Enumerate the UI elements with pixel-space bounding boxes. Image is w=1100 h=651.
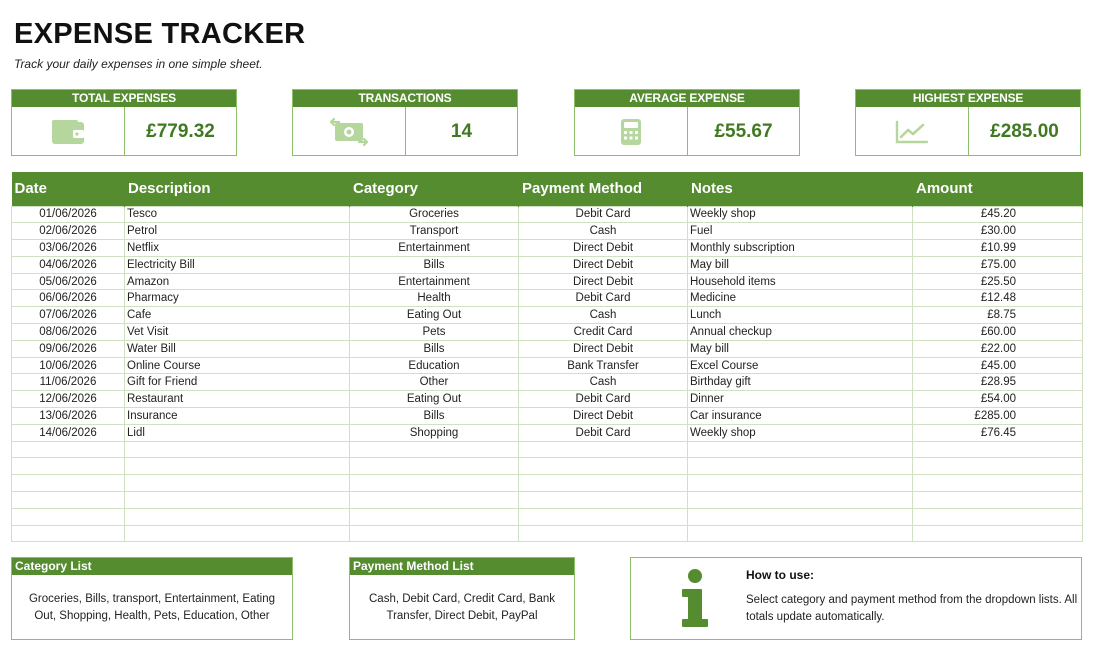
- cell-date[interactable]: [12, 508, 125, 525]
- table-row: [12, 441, 1083, 458]
- cell-notes[interactable]: Household items: [688, 273, 913, 290]
- cell-description[interactable]: Restaurant: [125, 391, 350, 408]
- cell-description[interactable]: Gift for Friend: [125, 374, 350, 391]
- cell-payment-method[interactable]: [519, 508, 688, 525]
- wallet-icon: [12, 107, 125, 156]
- kpi-value: £779.32: [146, 120, 215, 142]
- cell-description[interactable]: [125, 475, 350, 492]
- kpi-value: 14: [450, 120, 473, 142]
- cell-amount[interactable]: [913, 475, 1083, 492]
- column-header-date[interactable]: Date: [12, 172, 125, 206]
- cell-payment-method[interactable]: Cash: [519, 223, 688, 240]
- cell-date[interactable]: [12, 441, 125, 458]
- cell-notes[interactable]: [688, 492, 913, 509]
- table-row: [12, 475, 1083, 492]
- cell-date[interactable]: 07/06/2026: [12, 307, 125, 324]
- kpi-card-highest-expense: [855, 89, 1081, 156]
- kpi-label: AVERAGE EXPENSE: [575, 90, 799, 107]
- cell-amount[interactable]: [913, 441, 1083, 458]
- cell-notes[interactable]: Monthly subscription: [688, 240, 913, 257]
- table-row: [12, 374, 1083, 391]
- cell-date[interactable]: 03/06/2026: [12, 240, 125, 257]
- cell-amount[interactable]: £25.50: [913, 273, 1083, 290]
- cell-payment-method[interactable]: Direct Debit: [519, 408, 688, 425]
- cell-description[interactable]: Water Bill: [125, 340, 350, 357]
- cell-notes[interactable]: [688, 475, 913, 492]
- cell-category[interactable]: Groceries: [350, 206, 519, 223]
- cell-payment-method[interactable]: Debit Card: [519, 424, 688, 441]
- cell-amount[interactable]: [913, 525, 1083, 542]
- cell-category[interactable]: Pets: [350, 324, 519, 341]
- table-row: [12, 240, 1083, 257]
- cell-description[interactable]: Vet Visit: [125, 324, 350, 341]
- table-row: [12, 492, 1083, 509]
- cell-category[interactable]: Education: [350, 357, 519, 374]
- cell-notes[interactable]: [688, 458, 913, 475]
- cell-amount[interactable]: £28.95: [913, 374, 1083, 391]
- table-row: [12, 525, 1083, 542]
- cell-description[interactable]: Pharmacy: [125, 290, 350, 307]
- cell-payment-method[interactable]: Debit Card: [519, 391, 688, 408]
- cell-date[interactable]: [12, 475, 125, 492]
- cell-amount[interactable]: [913, 458, 1083, 475]
- money-transfer-icon: [293, 107, 406, 156]
- cell-notes[interactable]: May bill: [688, 256, 913, 273]
- trend-chart-icon: [856, 107, 969, 156]
- cell-notes[interactable]: Medicine: [688, 290, 913, 307]
- cell-amount[interactable]: £30.00: [913, 223, 1083, 240]
- category-list-panel: [11, 557, 293, 640]
- cell-notes[interactable]: Birthday gift: [688, 374, 913, 391]
- kpi-label: HIGHEST EXPENSE: [856, 90, 1080, 107]
- kpi-label: TRANSACTIONS: [293, 90, 517, 107]
- how-to-use-title: How to use:: [746, 568, 814, 582]
- cell-notes[interactable]: [688, 508, 913, 525]
- cell-category[interactable]: [350, 441, 519, 458]
- table-row: [12, 324, 1083, 341]
- expense-table: [11, 172, 1082, 542]
- cell-description[interactable]: Lidl: [125, 424, 350, 441]
- cell-category[interactable]: [350, 525, 519, 542]
- cell-date[interactable]: 01/06/2026: [12, 206, 125, 223]
- column-header-category[interactable]: Category: [350, 172, 519, 206]
- cell-notes[interactable]: Fuel: [688, 223, 913, 240]
- column-header-description[interactable]: Description: [125, 172, 350, 206]
- table-row: [12, 391, 1083, 408]
- table-header-row: [12, 172, 1083, 206]
- cell-notes[interactable]: Car insurance: [688, 408, 913, 425]
- cell-description[interactable]: Electricity Bill: [125, 256, 350, 273]
- kpi-label: TOTAL EXPENSES: [12, 90, 236, 107]
- table-row: [12, 307, 1083, 324]
- payment-method-list-panel: [349, 557, 575, 640]
- cell-amount[interactable]: £54.00: [913, 391, 1083, 408]
- cell-category[interactable]: Transport: [350, 223, 519, 240]
- cell-category[interactable]: Entertainment: [350, 273, 519, 290]
- cell-notes[interactable]: Excel Course: [688, 357, 913, 374]
- page-title: EXPENSE TRACKER: [14, 18, 306, 50]
- cell-payment-method[interactable]: Cash: [519, 374, 688, 391]
- calculator-icon: [575, 107, 688, 156]
- cell-category[interactable]: Entertainment: [350, 240, 519, 257]
- cell-notes[interactable]: Weekly shop: [688, 424, 913, 441]
- cell-payment-method[interactable]: Credit Card: [519, 324, 688, 341]
- cell-category[interactable]: Health: [350, 290, 519, 307]
- cell-payment-method[interactable]: Debit Card: [519, 206, 688, 223]
- table-row: [12, 508, 1083, 525]
- cell-notes[interactable]: [688, 525, 913, 542]
- kpi-card-total-expenses: [11, 89, 237, 156]
- cell-amount[interactable]: £60.00: [913, 324, 1083, 341]
- cell-notes[interactable]: Dinner: [688, 391, 913, 408]
- cell-date[interactable]: 06/06/2026: [12, 290, 125, 307]
- cell-amount[interactable]: £8.75: [913, 307, 1083, 324]
- cell-date[interactable]: 14/06/2026: [12, 424, 125, 441]
- table-row: [12, 424, 1083, 441]
- cell-amount[interactable]: £45.00: [913, 357, 1083, 374]
- cell-category[interactable]: Eating Out: [350, 391, 519, 408]
- info-icon: [675, 568, 715, 630]
- cell-date[interactable]: 09/06/2026: [12, 340, 125, 357]
- cell-date[interactable]: 02/06/2026: [12, 223, 125, 240]
- page-subtitle: Track your daily expenses in one simple sheet.: [14, 57, 263, 71]
- cell-payment-method[interactable]: Direct Debit: [519, 256, 688, 273]
- kpi-card-average-expense: [574, 89, 800, 156]
- cell-category[interactable]: Other: [350, 374, 519, 391]
- cell-notes[interactable]: May bill: [688, 340, 913, 357]
- cell-date[interactable]: 13/06/2026: [12, 408, 125, 425]
- cell-notes[interactable]: Annual checkup: [688, 324, 913, 341]
- cell-date[interactable]: 05/06/2026: [12, 273, 125, 290]
- table-row: [12, 256, 1083, 273]
- how-to-use-text: Select category and payment method from the dropdown lists. All totals update automatically.: [746, 594, 1078, 623]
- cell-notes[interactable]: [688, 441, 913, 458]
- cell-amount[interactable]: [913, 492, 1083, 509]
- cell-date[interactable]: 11/06/2026: [12, 374, 125, 391]
- cell-category[interactable]: Bills: [350, 408, 519, 425]
- cell-date[interactable]: [12, 458, 125, 475]
- cell-date[interactable]: [12, 525, 125, 542]
- cell-date[interactable]: 12/06/2026: [12, 391, 125, 408]
- cell-description[interactable]: [125, 458, 350, 475]
- cell-description[interactable]: [125, 525, 350, 542]
- cell-date[interactable]: 08/06/2026: [12, 324, 125, 341]
- column-header-payment-method[interactable]: Payment Method: [519, 172, 688, 206]
- table-row: [12, 290, 1083, 307]
- cell-payment-method[interactable]: [519, 525, 688, 542]
- table-row: [12, 223, 1083, 240]
- cell-description[interactable]: Petrol: [125, 223, 350, 240]
- column-header-notes[interactable]: Notes: [688, 172, 913, 206]
- cell-category[interactable]: [350, 475, 519, 492]
- cell-amount[interactable]: £76.45: [913, 424, 1083, 441]
- cell-payment-method[interactable]: [519, 458, 688, 475]
- cell-category[interactable]: [350, 492, 519, 509]
- cell-description[interactable]: Online Course: [125, 357, 350, 374]
- cell-notes[interactable]: Weekly shop: [688, 206, 913, 223]
- table-row: [12, 458, 1083, 475]
- kpi-value: £55.67: [714, 120, 773, 142]
- cell-payment-method[interactable]: Direct Debit: [519, 273, 688, 290]
- cell-description[interactable]: Tesco: [125, 206, 350, 223]
- cell-payment-method[interactable]: Direct Debit: [519, 240, 688, 257]
- cell-date[interactable]: 10/06/2026: [12, 357, 125, 374]
- cell-payment-method[interactable]: Debit Card: [519, 290, 688, 307]
- cell-amount[interactable]: £285.00: [913, 408, 1083, 425]
- cell-payment-method[interactable]: Cash: [519, 307, 688, 324]
- how-to-use-panel: [630, 557, 1082, 640]
- category-list-text: Groceries, Bills, transport, Entertainment, Eating Out, Shopping, Health, Pets, Education, Other: [28, 593, 276, 622]
- payment-method-list-text: Cash, Debit Card, Credit Card, Bank Transfer, Direct Debit, PayPal: [369, 593, 555, 622]
- column-header-amount[interactable]: Amount: [913, 172, 1083, 206]
- cell-category[interactable]: [350, 508, 519, 525]
- cell-payment-method[interactable]: Direct Debit: [519, 340, 688, 357]
- cell-description[interactable]: Insurance: [125, 408, 350, 425]
- cell-payment-method[interactable]: Bank Transfer: [519, 357, 688, 374]
- cell-notes[interactable]: Lunch: [688, 307, 913, 324]
- cell-category[interactable]: Eating Out: [350, 307, 519, 324]
- table-row: [12, 408, 1083, 425]
- cell-category[interactable]: Bills: [350, 256, 519, 273]
- cell-description[interactable]: [125, 492, 350, 509]
- cell-category[interactable]: Bills: [350, 340, 519, 357]
- table-row: [12, 206, 1083, 223]
- cell-payment-method[interactable]: [519, 492, 688, 509]
- kpi-card-transactions: [292, 89, 518, 156]
- cell-amount[interactable]: [913, 508, 1083, 525]
- cell-description[interactable]: Netflix: [125, 240, 350, 257]
- table-row: [12, 357, 1083, 374]
- payment-method-list-title: Payment Method List: [350, 558, 574, 575]
- category-list-title: Category List: [12, 558, 292, 575]
- cell-amount[interactable]: £10.99: [913, 240, 1083, 257]
- table-row: [12, 340, 1083, 357]
- cell-category[interactable]: [350, 458, 519, 475]
- cell-description[interactable]: Amazon: [125, 273, 350, 290]
- cell-amount[interactable]: £45.20: [913, 206, 1083, 223]
- cell-date[interactable]: [12, 492, 125, 509]
- cell-payment-method[interactable]: [519, 441, 688, 458]
- cell-category[interactable]: Shopping: [350, 424, 519, 441]
- cell-amount[interactable]: £22.00: [913, 340, 1083, 357]
- kpi-value: £285.00: [990, 120, 1059, 142]
- cell-description[interactable]: [125, 508, 350, 525]
- cell-amount[interactable]: £75.00: [913, 256, 1083, 273]
- cell-amount[interactable]: £12.48: [913, 290, 1083, 307]
- cell-description[interactable]: [125, 441, 350, 458]
- cell-description[interactable]: Cafe: [125, 307, 350, 324]
- cell-payment-method[interactable]: [519, 475, 688, 492]
- cell-date[interactable]: 04/06/2026: [12, 256, 125, 273]
- table-row: [12, 273, 1083, 290]
